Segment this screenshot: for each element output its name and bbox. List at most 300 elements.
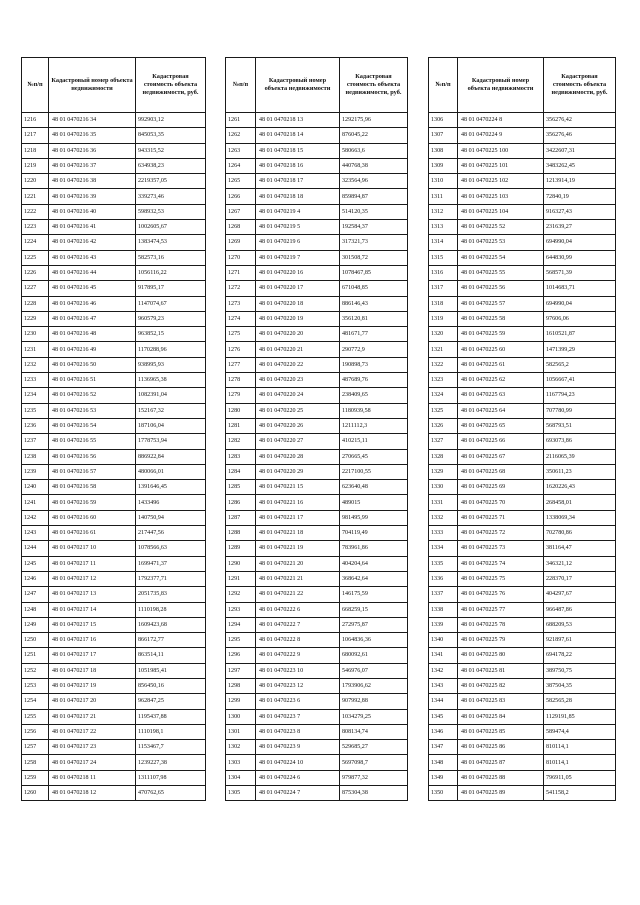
table-row (22, 480, 206, 495)
cadastral-number: 48 01 0470221 16 (256, 495, 340, 510)
cadastral-value: 1153467,7 (136, 740, 206, 755)
header-cadastral-number: Кадастровый номер объекта недвижимости (458, 58, 544, 113)
table-row (226, 311, 408, 326)
cadastral-number: 48 01 0470217 10 (49, 541, 136, 556)
cadastral-value: 981495,99 (340, 510, 408, 525)
row-number: 1323 (429, 373, 458, 388)
cadastral-value: 644830,99 (544, 250, 616, 265)
row-number: 1350 (429, 786, 458, 801)
cadastral-number: 48 01 0470216 60 (49, 510, 136, 525)
row-number: 1324 (429, 388, 458, 403)
row-number: 1251 (22, 648, 49, 663)
row-number: 1268 (226, 220, 256, 235)
cadastral-number: 48 01 0470216 43 (49, 250, 136, 265)
row-number: 1256 (22, 724, 49, 739)
cadastral-value: 866172,77 (136, 633, 206, 648)
cadastral-value: 907992,88 (340, 694, 408, 709)
table-row (22, 235, 206, 250)
table-row (429, 388, 616, 403)
table-row (226, 113, 408, 128)
table-row (226, 786, 408, 801)
row-number: 1232 (22, 357, 49, 372)
cadastral-value: 190898,73 (340, 357, 408, 372)
row-number: 1224 (22, 235, 49, 250)
table-row (429, 740, 616, 755)
table-row (22, 434, 206, 449)
cadastral-value: 487689,76 (340, 373, 408, 388)
cadastral-value: 680092,61 (340, 648, 408, 663)
row-number: 1252 (22, 663, 49, 678)
table-row (226, 327, 408, 342)
cadastral-value: 2217100,55 (340, 464, 408, 479)
row-number: 1343 (429, 678, 458, 693)
table-row (226, 510, 408, 525)
cadastral-value: 381164,47 (544, 541, 616, 556)
table-row (226, 464, 408, 479)
table-row (22, 357, 206, 372)
cadastral-number: 48 01 0470218 18 (256, 189, 340, 204)
cadastral-number: 48 01 0470225 64 (458, 403, 544, 418)
cadastral-number: 48 01 0470217 13 (49, 587, 136, 602)
cadastral-number: 48 01 0470217 14 (49, 602, 136, 617)
row-number: 1306 (429, 113, 458, 128)
table-row (429, 724, 616, 739)
cadastral-number: 48 01 0470216 41 (49, 220, 136, 235)
cadastral-number: 48 01 0470225 70 (458, 495, 544, 510)
row-number: 1237 (22, 434, 49, 449)
cadastral-value: 2219357,05 (136, 174, 206, 189)
cadastral-number: 48 01 0470225 84 (458, 709, 544, 724)
table-row (429, 158, 616, 173)
cadastral-number: 48 01 0470221 21 (256, 571, 340, 586)
row-number: 1227 (22, 281, 49, 296)
row-number: 1325 (429, 403, 458, 418)
cadastral-number: 48 01 0470225 101 (458, 158, 544, 173)
table-row (226, 740, 408, 755)
row-number: 1328 (429, 449, 458, 464)
table-row (429, 327, 616, 342)
row-number: 1270 (226, 250, 256, 265)
cadastral-number: 48 01 0470221 20 (256, 556, 340, 571)
cadastral-number: 48 01 0470216 56 (49, 449, 136, 464)
cadastral-table-2 (225, 57, 408, 801)
cadastral-number: 48 01 0470225 55 (458, 265, 544, 280)
table-row (22, 158, 206, 173)
row-number: 1239 (22, 464, 49, 479)
cadastral-value: 339273,46 (136, 189, 206, 204)
table-row (22, 128, 206, 143)
table-row (226, 403, 408, 418)
row-number: 1315 (429, 250, 458, 265)
cadastral-value: 356276,42 (544, 113, 616, 128)
table-row (22, 786, 206, 801)
cadastral-number: 48 01 0470225 72 (458, 526, 544, 541)
table-row (429, 694, 616, 709)
cadastral-number: 48 01 0470225 79 (458, 633, 544, 648)
table-row (226, 694, 408, 709)
table-row (429, 311, 616, 326)
cadastral-number: 48 01 0470225 54 (458, 250, 544, 265)
row-number: 1308 (429, 143, 458, 158)
table-row (22, 740, 206, 755)
row-number: 1246 (22, 571, 49, 586)
row-number: 1313 (429, 220, 458, 235)
cadastral-value: 1292175,96 (340, 113, 408, 128)
cadastral-number: 48 01 0470220 19 (256, 311, 340, 326)
row-number: 1310 (429, 174, 458, 189)
cadastral-value: 1195437,88 (136, 709, 206, 724)
row-number: 1296 (226, 648, 256, 663)
table-row (226, 204, 408, 219)
cadastral-number: 48 01 0470220 23 (256, 373, 340, 388)
cadastral-value: 963852,15 (136, 327, 206, 342)
cadastral-number: 48 01 0470225 103 (458, 189, 544, 204)
cadastral-number: 48 01 0470216 35 (49, 128, 136, 143)
table-row (429, 342, 616, 357)
row-number: 1288 (226, 526, 256, 541)
row-number: 1304 (226, 770, 256, 785)
cadastral-value: 228370,17 (544, 571, 616, 586)
cadastral-value: 1064836,36 (340, 633, 408, 648)
cadastral-value: 1778753,94 (136, 434, 206, 449)
row-number: 1336 (429, 571, 458, 586)
cadastral-number: 48 01 0470216 42 (49, 235, 136, 250)
cadastral-number: 48 01 0470217 23 (49, 740, 136, 755)
cadastral-value: 317321,73 (340, 235, 408, 250)
row-number: 1253 (22, 678, 49, 693)
cadastral-value: 1110198,1 (136, 724, 206, 739)
table-row (429, 265, 616, 280)
row-number: 1346 (429, 724, 458, 739)
cadastral-number: 48 01 0470218 15 (256, 143, 340, 158)
row-number: 1261 (226, 113, 256, 128)
cadastral-value: 2116065,39 (544, 449, 616, 464)
cadastral-value: 582565,2 (544, 357, 616, 372)
row-number: 1331 (429, 495, 458, 510)
cadastral-number: 48 01 0470225 68 (458, 464, 544, 479)
cadastral-value: 568571,39 (544, 265, 616, 280)
cadastral-value: 1383474,53 (136, 235, 206, 250)
cadastral-value: 962847,25 (136, 694, 206, 709)
cadastral-value: 917895,17 (136, 281, 206, 296)
table-row (429, 526, 616, 541)
row-number: 1247 (22, 587, 49, 602)
table-row (226, 357, 408, 372)
table-row (226, 342, 408, 357)
header-number: №п/п (22, 58, 49, 113)
table-row (226, 143, 408, 158)
row-number: 1274 (226, 311, 256, 326)
cadastral-number: 48 01 0470218 14 (256, 128, 340, 143)
cadastral-value: 268458,01 (544, 495, 616, 510)
row-number: 1265 (226, 174, 256, 189)
table-row (429, 204, 616, 219)
row-number: 1276 (226, 342, 256, 357)
cadastral-value: 992903,12 (136, 113, 206, 128)
table-row (226, 174, 408, 189)
cadastral-value: 290772,9 (340, 342, 408, 357)
row-number: 1233 (22, 373, 49, 388)
row-number: 1218 (22, 143, 49, 158)
row-number: 1226 (22, 265, 49, 280)
cadastral-value: 694178,22 (544, 648, 616, 663)
row-number: 1273 (226, 296, 256, 311)
row-number: 1348 (429, 755, 458, 770)
cadastral-number: 48 01 0470225 59 (458, 327, 544, 342)
table-row (429, 571, 616, 586)
table-row (429, 770, 616, 785)
cadastral-number: 48 01 0470223 6 (256, 694, 340, 709)
table-row (429, 281, 616, 296)
cadastral-value: 863514,11 (136, 648, 206, 663)
cadastral-value: 704119,49 (340, 526, 408, 541)
cadastral-value: 152167,32 (136, 403, 206, 418)
cadastral-table-1 (21, 57, 206, 801)
cadastral-value: 1078566,63 (136, 541, 206, 556)
table-row (22, 571, 206, 586)
table-row (226, 128, 408, 143)
cadastral-value: 671048,85 (340, 281, 408, 296)
cadastral-value: 1699471,37 (136, 556, 206, 571)
row-number: 1264 (226, 158, 256, 173)
cadastral-number: 48 01 0470225 76 (458, 587, 544, 602)
table-row (22, 250, 206, 265)
cadastral-value: 688209,53 (544, 617, 616, 632)
cadastral-number: 48 01 0470225 83 (458, 694, 544, 709)
row-number: 1278 (226, 373, 256, 388)
cadastral-value: 323564,96 (340, 174, 408, 189)
row-number: 1222 (22, 204, 49, 219)
table-row (22, 556, 206, 571)
table-row (22, 388, 206, 403)
cadastral-number: 48 01 0470224 7 (256, 786, 340, 801)
cadastral-value: 598932,53 (136, 204, 206, 219)
cadastral-value: 1002605,67 (136, 220, 206, 235)
table-row (429, 464, 616, 479)
table-row (22, 281, 206, 296)
cadastral-number: 48 01 0470225 71 (458, 510, 544, 525)
table-row (22, 602, 206, 617)
row-number: 1312 (429, 204, 458, 219)
table-row (226, 235, 408, 250)
row-number: 1339 (429, 617, 458, 632)
table-row (226, 770, 408, 785)
cadastral-value: 350611,23 (544, 464, 616, 479)
row-number: 1314 (429, 235, 458, 250)
cadastral-number: 48 01 0470220 17 (256, 281, 340, 296)
cadastral-value: 783961,86 (340, 541, 408, 556)
cadastral-value: 856450,16 (136, 678, 206, 693)
cadastral-number: 48 01 0470225 74 (458, 556, 544, 571)
cadastral-number: 48 01 0470217 22 (49, 724, 136, 739)
table-row (226, 602, 408, 617)
row-number: 1257 (22, 740, 49, 755)
table-header-row (226, 58, 408, 113)
cadastral-number: 48 01 0470216 58 (49, 480, 136, 495)
cadastral-value: 1082391,04 (136, 388, 206, 403)
row-number: 1309 (429, 158, 458, 173)
row-number: 1347 (429, 740, 458, 755)
row-number: 1345 (429, 709, 458, 724)
row-number: 1244 (22, 541, 49, 556)
row-number: 1333 (429, 526, 458, 541)
cadastral-value: 1338069,34 (544, 510, 616, 525)
cadastral-number: 48 01 0470223 8 (256, 724, 340, 739)
cadastral-value: 1311107,98 (136, 770, 206, 785)
cadastral-number: 48 01 0470216 61 (49, 526, 136, 541)
row-number: 1298 (226, 678, 256, 693)
table-row (226, 373, 408, 388)
table-row (22, 694, 206, 709)
table-row (226, 449, 408, 464)
table-row (22, 755, 206, 770)
cadastral-value: 3422607,31 (544, 143, 616, 158)
cadastral-number: 48 01 0470225 85 (458, 724, 544, 739)
table-row (22, 587, 206, 602)
table-row (429, 678, 616, 693)
cadastral-value: 1609423,68 (136, 617, 206, 632)
cadastral-value: 187106,04 (136, 418, 206, 433)
row-number: 1223 (22, 220, 49, 235)
cadastral-value: 886146,43 (340, 296, 408, 311)
table-row (226, 495, 408, 510)
cadastral-number: 48 01 0470216 55 (49, 434, 136, 449)
cadastral-value: 1620226,43 (544, 480, 616, 495)
cadastral-number: 48 01 0470222 9 (256, 648, 340, 663)
row-number: 1349 (429, 770, 458, 785)
cadastral-number: 48 01 0470225 63 (458, 388, 544, 403)
table-row (22, 265, 206, 280)
row-number: 1283 (226, 449, 256, 464)
header-cadastral-value: Кадастровая стоимость объекта недвижимости, руб. (544, 58, 616, 113)
cadastral-number: 48 01 0470225 52 (458, 220, 544, 235)
cadastral-number: 48 01 0470216 54 (49, 418, 136, 433)
cadastral-number: 48 01 0470221 19 (256, 541, 340, 556)
table-row (429, 449, 616, 464)
table-row (429, 495, 616, 510)
row-number: 1341 (429, 648, 458, 663)
cadastral-value: 1180939,58 (340, 403, 408, 418)
row-number: 1293 (226, 602, 256, 617)
cadastral-value: 3483262,45 (544, 158, 616, 173)
cadastral-value: 481671,77 (340, 327, 408, 342)
row-number: 1236 (22, 418, 49, 433)
row-number: 1280 (226, 403, 256, 418)
cadastral-value: 810114,1 (544, 755, 616, 770)
cadastral-number: 48 01 0470217 11 (49, 556, 136, 571)
header-cadastral-value: Кадастровая стоимость объекта недвижимости, руб. (136, 58, 206, 113)
row-number: 1271 (226, 265, 256, 280)
cadastral-value: 387504,35 (544, 678, 616, 693)
cadastral-value: 668259,15 (340, 602, 408, 617)
table-row (22, 770, 206, 785)
row-number: 1342 (429, 663, 458, 678)
cadastral-value: 921897,61 (544, 633, 616, 648)
cadastral-value: 1610521,87 (544, 327, 616, 342)
row-number: 1245 (22, 556, 49, 571)
table-row (429, 709, 616, 724)
table-row (22, 189, 206, 204)
table-row (22, 327, 206, 342)
table-row (226, 480, 408, 495)
cadastral-value: 5697098,7 (340, 755, 408, 770)
table-row (429, 434, 616, 449)
table-row (429, 373, 616, 388)
cadastral-number: 48 01 0470225 61 (458, 357, 544, 372)
cadastral-value: 1433496 (136, 495, 206, 510)
cadastral-value: 410215,11 (340, 434, 408, 449)
table-row (226, 265, 408, 280)
cadastral-number: 48 01 0470225 58 (458, 311, 544, 326)
cadastral-value: 966487,86 (544, 602, 616, 617)
row-number: 1231 (22, 342, 49, 357)
cadastral-value: 72840,19 (544, 189, 616, 204)
cadastral-value: 272975,87 (340, 617, 408, 632)
cadastral-number: 48 01 0470220 25 (256, 403, 340, 418)
table-row (22, 617, 206, 632)
cadastral-number: 48 01 0470224 8 (458, 113, 544, 128)
cadastral-number: 48 01 0470225 104 (458, 204, 544, 219)
table-row (429, 480, 616, 495)
cadastral-value: 960579,23 (136, 311, 206, 326)
cadastral-number: 48 01 0470225 82 (458, 678, 544, 693)
cadastral-value: 580663,6 (340, 143, 408, 158)
cadastral-value: 356120,81 (340, 311, 408, 326)
cadastral-number: 48 01 0470216 38 (49, 174, 136, 189)
cadastral-number: 48 01 0470225 75 (458, 571, 544, 586)
table-row (226, 296, 408, 311)
table-row (22, 709, 206, 724)
cadastral-number: 48 01 0470216 53 (49, 403, 136, 418)
cadastral-number: 48 01 0470216 39 (49, 189, 136, 204)
cadastral-value: 231639,27 (544, 220, 616, 235)
cadastral-value: 979877,32 (340, 770, 408, 785)
row-number: 1216 (22, 113, 49, 128)
row-number: 1284 (226, 464, 256, 479)
row-number: 1248 (22, 602, 49, 617)
row-number: 1329 (429, 464, 458, 479)
row-number: 1241 (22, 495, 49, 510)
table-row (22, 204, 206, 219)
cadastral-number: 48 01 0470217 15 (49, 617, 136, 632)
header-cadastral-number: Кадастровый номер объекта недвижимости (49, 58, 136, 113)
table-row (429, 786, 616, 801)
table-row (22, 113, 206, 128)
cadastral-value: 238409,65 (340, 388, 408, 403)
table-row (22, 648, 206, 663)
cadastral-value: 886922,84 (136, 449, 206, 464)
table-row (226, 434, 408, 449)
cadastral-value: 1129191,85 (544, 709, 616, 724)
row-number: 1254 (22, 694, 49, 709)
row-number: 1305 (226, 786, 256, 801)
cadastral-number: 48 01 0470216 34 (49, 113, 136, 128)
table-row (226, 556, 408, 571)
cadastral-value: 529685,27 (340, 740, 408, 755)
cadastral-value: 97606,06 (544, 311, 616, 326)
cadastral-number: 48 01 0470217 18 (49, 663, 136, 678)
row-number: 1249 (22, 617, 49, 632)
cadastral-number: 48 01 0470221 18 (256, 526, 340, 541)
table-row (226, 526, 408, 541)
cadastral-number: 48 01 0470225 102 (458, 174, 544, 189)
header-cadastral-value: Кадастровая стоимость объекта недвижимости, руб. (340, 58, 408, 113)
row-number: 1299 (226, 694, 256, 709)
table-row (22, 143, 206, 158)
cadastral-value: 270665,45 (340, 449, 408, 464)
cadastral-number: 48 01 0470220 16 (256, 265, 340, 280)
cadastral-number: 48 01 0470225 69 (458, 480, 544, 495)
